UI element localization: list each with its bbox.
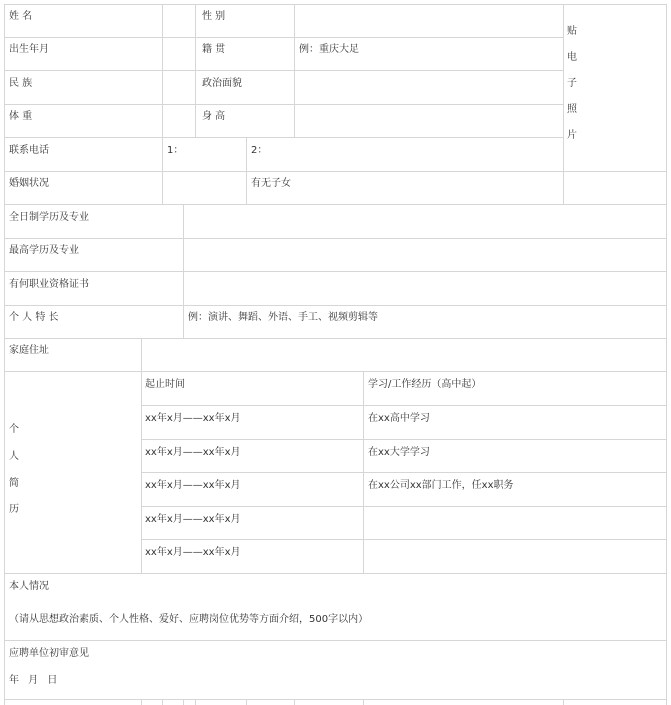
rule — [4, 171, 667, 172]
native-label: 籍 贯 — [202, 44, 226, 55]
resume-row-time[interactable]: xx年x月——xx年x月 — [145, 480, 241, 491]
rule — [4, 371, 667, 372]
rule — [4, 573, 667, 574]
rule — [4, 204, 667, 205]
resume-row-time[interactable]: xx年x月——xx年x月 — [145, 514, 241, 525]
fulltime-edu-label: 全日制学历及专业 — [9, 212, 89, 223]
phone-label: 联系电话 — [9, 145, 49, 156]
resume-header-time: 起止时间 — [145, 379, 185, 390]
weight-label: 体 重 — [9, 111, 33, 122]
gender-field[interactable] — [295, 5, 562, 37]
rule — [4, 70, 563, 71]
resume-row-exp[interactable]: 在xx公司xx部门工作，任xx职务 — [368, 480, 514, 491]
rule — [141, 439, 667, 440]
rule — [4, 137, 563, 138]
photo-char: 片 — [567, 130, 577, 141]
rule — [4, 4, 5, 705]
birth-label: 出生年月 — [9, 44, 49, 55]
native-example[interactable]: 例：重庆大足 — [299, 44, 359, 55]
rule — [4, 640, 667, 641]
cert-label: 有何职业资格证书 — [9, 279, 89, 290]
resume-char: 个 — [9, 424, 19, 435]
rule — [4, 338, 667, 339]
rule — [4, 699, 667, 700]
photo-char: 照 — [567, 104, 577, 115]
rule — [183, 204, 184, 338]
rule — [294, 699, 295, 705]
rule — [4, 238, 667, 239]
photo-char: 电 — [567, 52, 577, 63]
marital-label: 婚姻状况 — [9, 178, 49, 189]
rule — [4, 37, 563, 38]
rule — [141, 472, 667, 473]
phone-field-1[interactable]: 1： — [167, 145, 184, 156]
political-label: 政治面貌 — [202, 78, 242, 89]
review-label: 应聘单位初审意见 — [9, 648, 89, 659]
height-label: 身 高 — [202, 111, 226, 122]
resume-char: 人 — [9, 451, 19, 462]
rule — [141, 539, 667, 540]
ethnic-label: 民 族 — [9, 78, 33, 89]
rule — [195, 4, 196, 137]
rule — [4, 271, 667, 272]
photo-char: 子 — [567, 78, 577, 89]
phone-field-2[interactable]: 2： — [251, 145, 268, 156]
rule — [4, 104, 563, 105]
photo-placeholder[interactable] — [564, 5, 666, 171]
name-label: 姓 名 — [9, 11, 33, 22]
resume-row-time[interactable]: xx年x月——xx年x月 — [145, 447, 241, 458]
rule — [363, 699, 364, 705]
resume-row-exp[interactable]: 在xx高中学习 — [368, 413, 430, 424]
rule — [162, 699, 163, 705]
skills-example[interactable]: 例：演讲、舞蹈、外语、手工、视频剪辑等 — [188, 312, 378, 323]
resume-row-exp[interactable]: 在xx大学学习 — [368, 447, 430, 458]
name-field[interactable] — [163, 5, 194, 37]
skills-label: 个 人 特 长 — [9, 312, 59, 323]
rule — [141, 506, 667, 507]
rule — [183, 699, 184, 705]
self-label: 本人情况 — [9, 581, 49, 592]
rule — [141, 405, 667, 406]
self-hint[interactable]: （请从思想政治素质、个人性格、爱好、应聘岗位优势等方面介绍，500字以内） — [9, 614, 369, 625]
resume-row-time[interactable]: xx年x月——xx年x月 — [145, 413, 241, 424]
rule — [563, 699, 564, 705]
gender-label: 性 别 — [202, 11, 226, 22]
resume-char: 简 — [9, 478, 19, 489]
rule — [246, 699, 247, 705]
photo-char: 贴 — [567, 26, 577, 37]
children-label: 有无子女 — [251, 178, 291, 189]
rule — [195, 699, 196, 705]
rule — [666, 4, 667, 705]
rule — [141, 699, 142, 705]
rule — [246, 137, 247, 204]
rule — [363, 371, 364, 573]
highest-edu-label: 最高学历及专业 — [9, 245, 79, 256]
address-label: 家庭住址 — [9, 345, 49, 356]
resume-char: 历 — [9, 504, 19, 515]
review-date: 年 月 日 — [9, 675, 58, 686]
rule — [141, 338, 142, 573]
rule — [4, 305, 667, 306]
resume-row-time[interactable]: xx年x月——xx年x月 — [145, 547, 241, 558]
resume-header-exp: 学习/工作经历（高中起） — [368, 379, 482, 390]
